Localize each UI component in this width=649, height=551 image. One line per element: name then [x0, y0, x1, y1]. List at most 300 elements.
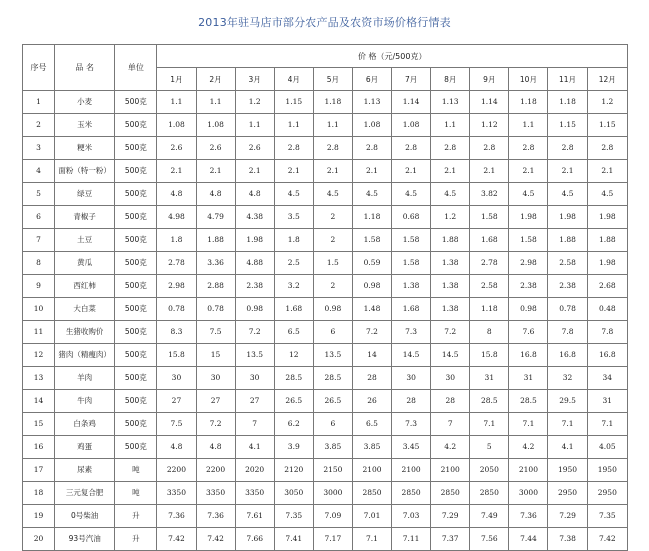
row-price: 2.58 — [470, 275, 509, 298]
row-price: 4.5 — [313, 183, 352, 206]
header-month: 2月 — [196, 68, 235, 91]
row-unit: 500克 — [115, 436, 157, 459]
row-price: 0.68 — [392, 206, 431, 229]
row-price: 1.1 — [157, 91, 196, 114]
row-price: 2.1 — [235, 160, 274, 183]
row-price: 15.8 — [470, 344, 509, 367]
row-name: 西红柿 — [55, 275, 115, 298]
row-price: 2.5 — [274, 252, 313, 275]
row-price: 30 — [196, 367, 235, 390]
row-seq: 8 — [23, 252, 55, 275]
row-price: 2.98 — [509, 252, 548, 275]
table-row — [23, 91, 628, 114]
row-seq: 12 — [23, 344, 55, 367]
row-price: 2100 — [509, 459, 548, 482]
row-price: 7.3 — [392, 321, 431, 344]
row-price: 1.98 — [235, 229, 274, 252]
row-price: 0.78 — [157, 298, 196, 321]
row-unit: 500克 — [115, 206, 157, 229]
row-price: 2100 — [431, 459, 470, 482]
row-price: 31 — [587, 390, 627, 413]
row-name: 生猪收购价 — [55, 321, 115, 344]
row-price: 2020 — [235, 459, 274, 482]
row-price: 1950 — [548, 459, 587, 482]
row-price: 2.1 — [470, 160, 509, 183]
row-price: 7.66 — [235, 528, 274, 551]
row-price: 0.98 — [313, 298, 352, 321]
row-price: 1.08 — [392, 114, 431, 137]
row-price: 1.15 — [274, 91, 313, 114]
row-price: 4.38 — [235, 206, 274, 229]
row-price: 7.2 — [196, 413, 235, 436]
row-price: 2.8 — [274, 137, 313, 160]
row-price: 6.2 — [274, 413, 313, 436]
row-price: 2.1 — [548, 160, 587, 183]
row-price: 3.45 — [392, 436, 431, 459]
row-price: 3.36 — [196, 252, 235, 275]
row-price: 1.2 — [235, 91, 274, 114]
row-name: 青椒子 — [55, 206, 115, 229]
row-price: 2.1 — [157, 160, 196, 183]
row-name: 93号汽油 — [55, 528, 115, 551]
row-price: 7.8 — [548, 321, 587, 344]
row-price: 2200 — [157, 459, 196, 482]
row-price: 7.42 — [587, 528, 627, 551]
row-price: 2850 — [431, 482, 470, 505]
row-price: 1.68 — [274, 298, 313, 321]
row-price: 2.8 — [548, 137, 587, 160]
row-unit: 500克 — [115, 160, 157, 183]
row-price: 7.6 — [509, 321, 548, 344]
row-price: 4.8 — [157, 436, 196, 459]
row-price: 1.1 — [274, 114, 313, 137]
row-price: 6 — [313, 413, 352, 436]
row-price: 1.18 — [509, 91, 548, 114]
row-price: 1.2 — [431, 206, 470, 229]
row-price: 2.8 — [470, 137, 509, 160]
row-price: 0.98 — [235, 298, 274, 321]
row-price: 1.88 — [431, 229, 470, 252]
header-name: 品 名 — [55, 45, 115, 91]
table-row — [23, 482, 628, 505]
row-price: 1.1 — [509, 114, 548, 137]
row-seq: 14 — [23, 390, 55, 413]
row-price: 2100 — [392, 459, 431, 482]
row-price: 7.09 — [313, 505, 352, 528]
row-price: 1.14 — [392, 91, 431, 114]
table-row — [23, 390, 628, 413]
row-price: 7.5 — [196, 321, 235, 344]
row-price: 1.1 — [431, 114, 470, 137]
row-price: 2.78 — [470, 252, 509, 275]
row-price: 13.5 — [235, 344, 274, 367]
row-price: 7.29 — [548, 505, 587, 528]
row-price: 7.1 — [352, 528, 391, 551]
header-month: 5月 — [313, 68, 352, 91]
row-price: 1.1 — [235, 114, 274, 137]
row-price: 1.88 — [587, 229, 627, 252]
row-price: 7.37 — [431, 528, 470, 551]
row-price: 2950 — [548, 482, 587, 505]
row-price: 1.98 — [587, 252, 627, 275]
row-price: 3.85 — [313, 436, 352, 459]
table-row — [23, 367, 628, 390]
row-name: 绿豆 — [55, 183, 115, 206]
table-row — [23, 321, 628, 344]
row-price: 4.8 — [196, 436, 235, 459]
row-price: 2.98 — [157, 275, 196, 298]
row-price: 7.1 — [548, 413, 587, 436]
row-name: 黄瓜 — [55, 252, 115, 275]
row-price: 7.56 — [470, 528, 509, 551]
price-table — [22, 44, 628, 551]
row-price: 2050 — [470, 459, 509, 482]
row-price: 4.2 — [509, 436, 548, 459]
row-price: 14.5 — [431, 344, 470, 367]
row-price: 7.1 — [509, 413, 548, 436]
row-price: 4.05 — [587, 436, 627, 459]
row-price: 1.38 — [431, 252, 470, 275]
row-price: 1.18 — [548, 91, 587, 114]
row-name: 鸡蛋 — [55, 436, 115, 459]
row-price: 30 — [392, 367, 431, 390]
row-price: 2.1 — [352, 160, 391, 183]
row-price: 4.5 — [509, 183, 548, 206]
row-price: 8 — [470, 321, 509, 344]
row-price: 12 — [274, 344, 313, 367]
row-name: 猪肉（精瘦肉） — [55, 344, 115, 367]
row-name: 牛肉 — [55, 390, 115, 413]
row-price: 7.3 — [392, 413, 431, 436]
row-price: 1.58 — [470, 206, 509, 229]
row-price: 3350 — [235, 482, 274, 505]
row-price: 27 — [196, 390, 235, 413]
header-month: 9月 — [470, 68, 509, 91]
row-price: 4.5 — [352, 183, 391, 206]
row-price: 2.1 — [431, 160, 470, 183]
table-row — [23, 505, 628, 528]
row-unit: 升 — [115, 528, 157, 551]
row-price: 2 — [313, 206, 352, 229]
row-price: 0.59 — [352, 252, 391, 275]
header-month: 8月 — [431, 68, 470, 91]
row-price: 7.17 — [313, 528, 352, 551]
row-seq: 4 — [23, 160, 55, 183]
row-price: 1.58 — [509, 229, 548, 252]
row-price: 1.58 — [392, 229, 431, 252]
row-price: 2150 — [313, 459, 352, 482]
row-price: 2.1 — [392, 160, 431, 183]
row-price: 1.13 — [431, 91, 470, 114]
row-unit: 升 — [115, 505, 157, 528]
row-price: 28.5 — [274, 367, 313, 390]
table-row — [23, 528, 628, 551]
row-price: 4.79 — [196, 206, 235, 229]
row-price: 16.8 — [509, 344, 548, 367]
row-price: 2.1 — [509, 160, 548, 183]
row-price: 0.98 — [509, 298, 548, 321]
row-name: 白条鸡 — [55, 413, 115, 436]
row-unit: 500克 — [115, 298, 157, 321]
row-price: 4.5 — [431, 183, 470, 206]
row-price: 7.2 — [431, 321, 470, 344]
table-row — [23, 459, 628, 482]
row-seq: 2 — [23, 114, 55, 137]
row-price: 30 — [157, 367, 196, 390]
row-seq: 16 — [23, 436, 55, 459]
row-price: 31 — [470, 367, 509, 390]
row-unit: 吨 — [115, 459, 157, 482]
row-price: 2200 — [196, 459, 235, 482]
row-seq: 13 — [23, 367, 55, 390]
row-price: 14 — [352, 344, 391, 367]
header-month: 10月 — [509, 68, 548, 91]
row-price: 4.2 — [431, 436, 470, 459]
header-seq: 序号 — [23, 45, 55, 91]
row-price: 27 — [235, 390, 274, 413]
row-seq: 20 — [23, 528, 55, 551]
row-price: 2.8 — [352, 137, 391, 160]
row-price: 3000 — [313, 482, 352, 505]
row-price: 3.82 — [470, 183, 509, 206]
row-price: 1.98 — [509, 206, 548, 229]
row-price: 4.5 — [392, 183, 431, 206]
row-price: 14.5 — [392, 344, 431, 367]
header-month: 1月 — [157, 68, 196, 91]
row-price: 2850 — [352, 482, 391, 505]
row-unit: 500克 — [115, 183, 157, 206]
row-price: 7.42 — [196, 528, 235, 551]
header-month: 11月 — [548, 68, 587, 91]
row-price: 1.08 — [352, 114, 391, 137]
row-price: 1.38 — [431, 298, 470, 321]
row-price: 2.8 — [509, 137, 548, 160]
row-price: 2.68 — [587, 275, 627, 298]
row-unit: 500克 — [115, 229, 157, 252]
row-unit: 吨 — [115, 482, 157, 505]
row-price: 15 — [196, 344, 235, 367]
row-price: 3.2 — [274, 275, 313, 298]
row-price: 1.15 — [548, 114, 587, 137]
row-price: 5 — [470, 436, 509, 459]
page-title: 2013年驻马店市部分农产品及农资市场价格行情表 — [198, 16, 451, 29]
row-price: 2.1 — [587, 160, 627, 183]
row-price: 6.5 — [274, 321, 313, 344]
table-row — [23, 275, 628, 298]
table-row — [23, 160, 628, 183]
row-name: 玉米 — [55, 114, 115, 137]
row-price: 2.78 — [157, 252, 196, 275]
row-price: 1.98 — [548, 206, 587, 229]
row-price: 7.8 — [587, 321, 627, 344]
row-price: 2.6 — [235, 137, 274, 160]
row-price: 3350 — [157, 482, 196, 505]
row-price: 2950 — [587, 482, 627, 505]
row-unit: 500克 — [115, 137, 157, 160]
row-price: 0.78 — [196, 298, 235, 321]
row-unit: 500克 — [115, 367, 157, 390]
row-price: 2.8 — [392, 137, 431, 160]
header-month: 7月 — [392, 68, 431, 91]
row-price: 1.13 — [352, 91, 391, 114]
row-price: 4.1 — [235, 436, 274, 459]
row-price: 7 — [235, 413, 274, 436]
row-seq: 5 — [23, 183, 55, 206]
row-seq: 7 — [23, 229, 55, 252]
row-unit: 500克 — [115, 114, 157, 137]
row-price: 1.5 — [313, 252, 352, 275]
row-unit: 500克 — [115, 413, 157, 436]
row-price: 3.5 — [274, 206, 313, 229]
row-price: 1.58 — [352, 229, 391, 252]
row-price: 0.78 — [548, 298, 587, 321]
row-price: 1.2 — [587, 91, 627, 114]
row-seq: 3 — [23, 137, 55, 160]
row-name: 羊肉 — [55, 367, 115, 390]
row-price: 0.98 — [352, 275, 391, 298]
table-row — [23, 252, 628, 275]
row-price: 4.1 — [548, 436, 587, 459]
row-price: 2.1 — [274, 160, 313, 183]
row-price: 26.5 — [313, 390, 352, 413]
table-row — [23, 229, 628, 252]
row-price: 28 — [392, 390, 431, 413]
row-price: 1.08 — [157, 114, 196, 137]
row-price: 2.1 — [196, 160, 235, 183]
table-row — [23, 137, 628, 160]
row-price: 2100 — [352, 459, 391, 482]
row-seq: 19 — [23, 505, 55, 528]
table-row — [23, 298, 628, 321]
row-price: 7.44 — [509, 528, 548, 551]
row-price: 30 — [235, 367, 274, 390]
row-price: 7.61 — [235, 505, 274, 528]
row-price: 3.9 — [274, 436, 313, 459]
row-price: 4.98 — [157, 206, 196, 229]
header-month: 12月 — [587, 68, 627, 91]
row-unit: 500克 — [115, 390, 157, 413]
row-price: 2.8 — [431, 137, 470, 160]
row-price: 1.38 — [431, 275, 470, 298]
row-name: 面粉（特一粉） — [55, 160, 115, 183]
row-price: 1.18 — [352, 206, 391, 229]
row-price: 2.38 — [235, 275, 274, 298]
table-row — [23, 183, 628, 206]
row-price: 7 — [431, 413, 470, 436]
row-name: 土豆 — [55, 229, 115, 252]
row-price: 7.36 — [509, 505, 548, 528]
row-price: 7.42 — [157, 528, 196, 551]
row-price: 4.5 — [587, 183, 627, 206]
row-price: 28 — [431, 390, 470, 413]
row-price: 3050 — [274, 482, 313, 505]
row-price: 2.1 — [313, 160, 352, 183]
row-price: 7.38 — [548, 528, 587, 551]
row-price: 7.11 — [392, 528, 431, 551]
row-price: 0.48 — [587, 298, 627, 321]
row-price: 7.41 — [274, 528, 313, 551]
row-price: 7.2 — [352, 321, 391, 344]
row-price: 2.88 — [196, 275, 235, 298]
row-seq: 15 — [23, 413, 55, 436]
row-price: 2.8 — [587, 137, 627, 160]
row-price: 30 — [431, 367, 470, 390]
row-price: 2.38 — [548, 275, 587, 298]
table-row — [23, 436, 628, 459]
row-price: 3350 — [196, 482, 235, 505]
row-price: 7.35 — [587, 505, 627, 528]
row-price: 1.8 — [157, 229, 196, 252]
row-price: 15.8 — [157, 344, 196, 367]
header-month: 6月 — [352, 68, 391, 91]
row-price: 1.1 — [313, 114, 352, 137]
row-name: 三元复合肥 — [55, 482, 115, 505]
row-price: 7.49 — [470, 505, 509, 528]
row-price: 26.5 — [274, 390, 313, 413]
row-price: 2120 — [274, 459, 313, 482]
row-name: 尿素 — [55, 459, 115, 482]
row-price: 7.5 — [157, 413, 196, 436]
row-price: 8.3 — [157, 321, 196, 344]
header-unit: 单位 — [115, 45, 157, 91]
row-price: 6 — [313, 321, 352, 344]
row-price: 1.68 — [392, 298, 431, 321]
row-price: 3.85 — [352, 436, 391, 459]
row-price: 13.5 — [313, 344, 352, 367]
row-seq: 1 — [23, 91, 55, 114]
row-unit: 500克 — [115, 252, 157, 275]
row-price: 4.8 — [157, 183, 196, 206]
row-price: 1.08 — [196, 114, 235, 137]
row-seq: 6 — [23, 206, 55, 229]
row-price: 2.6 — [196, 137, 235, 160]
row-price: 29.5 — [548, 390, 587, 413]
row-price: 2850 — [392, 482, 431, 505]
row-price: 1.38 — [392, 275, 431, 298]
row-price: 7.1 — [587, 413, 627, 436]
row-price: 16.8 — [548, 344, 587, 367]
row-price: 1.58 — [392, 252, 431, 275]
row-price: 28.5 — [313, 367, 352, 390]
row-unit: 500克 — [115, 321, 157, 344]
row-price: 34 — [587, 367, 627, 390]
row-price: 1.14 — [470, 91, 509, 114]
row-price: 1.18 — [470, 298, 509, 321]
table-row — [23, 344, 628, 367]
row-price: 31 — [509, 367, 548, 390]
row-price: 1.15 — [587, 114, 627, 137]
row-price: 1.98 — [587, 206, 627, 229]
row-price: 3000 — [509, 482, 548, 505]
row-name: 小麦 — [55, 91, 115, 114]
row-price: 7.36 — [196, 505, 235, 528]
table-row — [23, 413, 628, 436]
header-month: 3月 — [235, 68, 274, 91]
row-price: 7.29 — [431, 505, 470, 528]
row-price: 4.5 — [548, 183, 587, 206]
row-price: 4.5 — [274, 183, 313, 206]
row-price: 16.8 — [587, 344, 627, 367]
row-price: 1.1 — [196, 91, 235, 114]
row-unit: 500克 — [115, 275, 157, 298]
row-unit: 500克 — [115, 344, 157, 367]
row-price: 28.5 — [509, 390, 548, 413]
row-price: 2.58 — [548, 252, 587, 275]
row-price: 4.8 — [235, 183, 274, 206]
row-price: 1.12 — [470, 114, 509, 137]
row-price: 1.68 — [470, 229, 509, 252]
row-price: 7.03 — [392, 505, 431, 528]
